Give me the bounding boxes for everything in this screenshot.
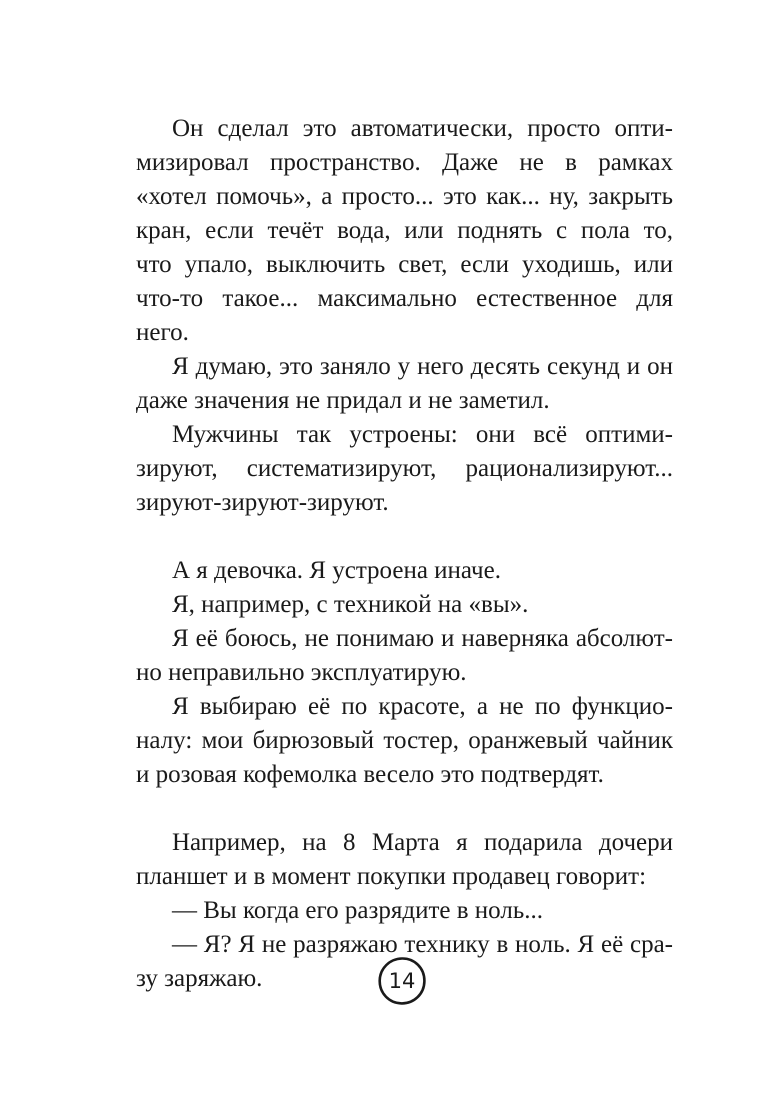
paragraph xyxy=(136,418,673,520)
text-line: даже значения не придал и не заметил. xyxy=(136,387,550,414)
text-line: зу заряжаю. xyxy=(136,965,263,992)
text-line: Например, на 8 Марта я подарила дочери xyxy=(172,829,673,856)
text-line: налу: мои бирюзовый тостер, оранжевый чайник xyxy=(136,727,673,754)
text-line: что упало, выключить свет, если уходишь, или xyxy=(136,251,673,278)
text-line: кран, если течёт вода, или поднять с пола то, xyxy=(136,217,673,244)
text-line: Он сделал это автоматически, просто опти- xyxy=(172,115,673,142)
text-line: но неправильно эксплуатирую. xyxy=(136,659,467,686)
text-line: — Я? Я не разряжаю технику в ноль. Я её сра- xyxy=(172,931,673,958)
paragraph xyxy=(136,112,673,350)
section-gap xyxy=(136,520,673,554)
text-line: — Вы когда его разрядите в ноль... xyxy=(172,897,543,924)
paragraph xyxy=(136,894,673,928)
paragraph xyxy=(136,690,673,792)
text-line: мизировал пространство. Даже не в рамках xyxy=(136,149,673,176)
text-line: что-то такое... максимально естественное для xyxy=(136,285,673,312)
page-number-badge xyxy=(376,955,428,1007)
paragraph xyxy=(136,350,673,418)
text-line: «хотел помочь», а просто... это как... ну, закрыть xyxy=(136,183,673,210)
text-line: Я выбираю её по красоте, а не по функцио- xyxy=(172,693,673,720)
text-line: планшет и в момент покупки продавец говорит: xyxy=(136,863,647,890)
paragraph xyxy=(136,588,673,622)
text-line: него. xyxy=(136,319,189,346)
section-gap xyxy=(136,792,673,826)
text-line: Я её боюсь, не понимаю и наверняка абсолют- xyxy=(172,625,673,652)
text-line: Я думаю, это заняло у него десять секунд и он xyxy=(172,353,673,380)
text-line: и розовая кофемолка весело это подтвердят. xyxy=(136,761,604,788)
text-line: Я, например, с техникой на «вы». xyxy=(172,591,529,618)
text-line: зируют-зируют-зируют. xyxy=(136,489,389,516)
text-line: зируют, систематизируют, рационализируют... xyxy=(136,455,673,482)
paragraph xyxy=(136,622,673,690)
page-number: 14 xyxy=(388,969,416,993)
text-line: Мужчины так устроены: они всё оптими- xyxy=(172,421,673,448)
text-line: А я девочка. Я устроена иначе. xyxy=(172,557,501,584)
page-body xyxy=(136,112,673,996)
paragraph xyxy=(136,554,673,588)
paragraph xyxy=(136,826,673,894)
